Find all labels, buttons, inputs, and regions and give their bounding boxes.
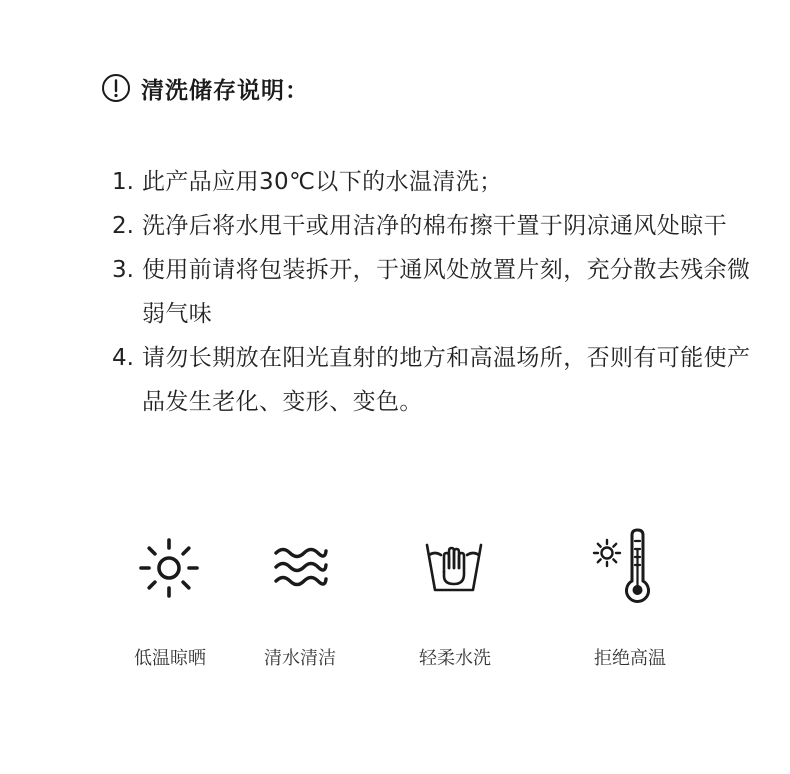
instruction-number: 3. — [112, 257, 134, 283]
care-label-avoid-high-temp: 拒绝高温 — [594, 648, 666, 669]
instruction-text: 此产品应用30℃以下的水温清洗； — [142, 169, 503, 195]
care-label-gentle-wash: 轻柔水洗 — [419, 648, 491, 669]
hand-wash-icon — [422, 540, 486, 594]
care-label-low-temp-dry: 低温晾晒 — [134, 648, 206, 669]
care-heading — [101, 70, 309, 106]
instruction-text: 使用前请将包装拆开，于通风处放置片刻，充分散去残余微弱气味 — [142, 257, 751, 327]
instruction-list — [112, 160, 772, 424]
instruction-number: 2. — [112, 213, 134, 239]
care-label-clean-water: 清水清洁 — [264, 648, 336, 669]
instruction-item — [112, 336, 772, 424]
instruction-number: 1. — [112, 169, 134, 195]
thermometer-icon — [591, 527, 659, 607]
instruction-item — [112, 248, 772, 336]
exclamation-circle-icon — [101, 73, 131, 103]
instruction-number: 4. — [112, 345, 134, 371]
instruction-text: 请勿长期放在阳光直射的地方和高温场所，否则有可能使产品发生老化、变形、变色。 — [142, 345, 751, 415]
water-waves-icon — [272, 544, 330, 590]
instruction-item — [112, 160, 772, 204]
sun-icon — [136, 535, 202, 601]
page-title: 清洗储存说明： — [141, 77, 309, 104]
instruction-text: 洗净后将水甩干或用洁净的棉布擦干置于阴凉通风处晾干 — [142, 213, 727, 239]
instruction-item — [112, 204, 772, 248]
